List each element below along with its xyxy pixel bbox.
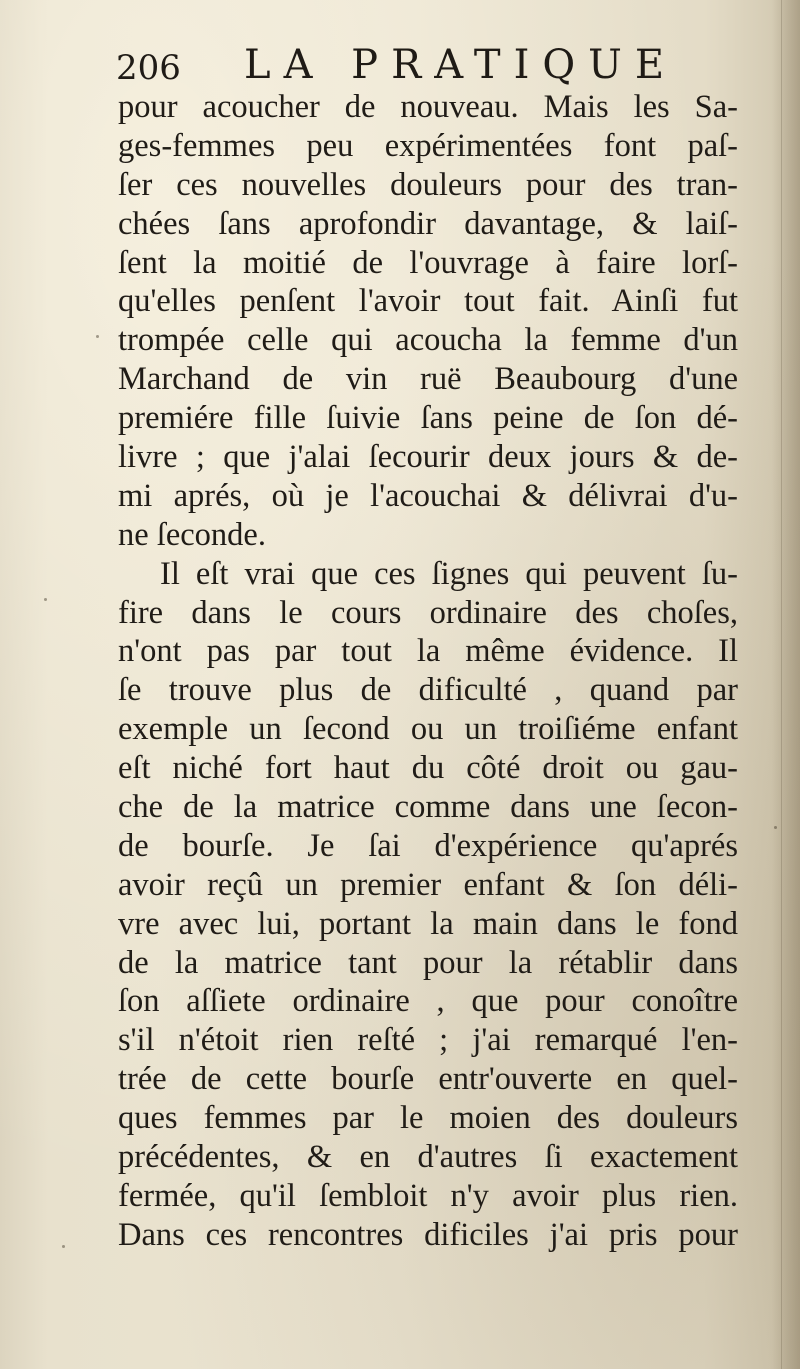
text-line: premiére fille ſuivie ſans peine de ſon dé-	[118, 400, 738, 437]
page-number: 206	[116, 48, 181, 88]
running-head: LA PRATIQUE	[244, 42, 678, 88]
text-line: eſt niché fort haut du côté droit ou gau-	[118, 750, 738, 787]
text-line: ges-femmes peu expérimentées font paſ-	[118, 127, 738, 164]
text-line: trée de cette bourſe entr'ouverte en quel-	[118, 1061, 738, 1098]
text-line: fermée, qu'il ſembloit n'y avoir plus rien.	[118, 1177, 738, 1214]
text-line: ſe trouve plus de dificulté , quand par	[118, 672, 738, 709]
text-line: vre avec lui, portant la main dans le fond	[118, 905, 738, 942]
paper-speck	[62, 1245, 65, 1248]
text-line: de bourſe. Je ſai d'expérience qu'aprés	[118, 827, 738, 864]
text-line: pour acoucher de nouveau. Mais les Sa-	[118, 89, 738, 125]
text-line: ne ſeconde.	[118, 516, 266, 553]
text-line: de la matrice tant pour la rétablir dans	[118, 944, 738, 981]
text-line: mi aprés, où je l'acouchai & délivrai d'u-	[118, 477, 738, 514]
text-line: ſon aſſiete ordinaire , que pour conoître	[118, 983, 738, 1020]
text-line: Dans ces rencontres dificiles j'ai pris pour	[118, 1216, 738, 1253]
text-line: livre ; que j'alai ſecourir deux jours & de-	[118, 439, 738, 476]
text-line: ſent la moitié de l'ouvrage à faire lorſ-	[118, 244, 738, 281]
text-line: Marchand de vin ruë Beaubourg d'une	[118, 361, 738, 398]
paper-speck	[774, 826, 777, 829]
body-text	[118, 88, 738, 1255]
text-line: avoir reçû un premier enfant & ſon déli-	[118, 866, 738, 903]
page-edge-shadow	[772, 0, 800, 1369]
text-line: qu'elles penſent l'avoir tout fait. Ainſi fut	[118, 283, 738, 320]
text-line: ſer ces nouvelles douleurs pour des tran-	[118, 166, 738, 203]
text-line: s'il n'étoit rien reſté ; j'ai remarqué l'en-	[118, 1022, 738, 1059]
text-line: fire dans le cours ordinaire des choſes,	[118, 594, 738, 631]
text-line: n'ont pas par tout la même évidence. Il	[118, 633, 738, 670]
text-line: che de la matrice comme dans une ſecon-	[118, 789, 738, 826]
paper-speck	[96, 335, 99, 338]
paper-speck	[44, 598, 47, 601]
text-line: précédentes, & en d'autres ſi exactement	[118, 1139, 738, 1176]
paragraph-first-line: Il eſt vrai que ces ſignes qui peuvent ſu-	[160, 555, 738, 592]
text-line: exemple un ſecond ou un troiſiéme enfant	[118, 711, 738, 748]
text-line: ques femmes par le moien des douleurs	[118, 1100, 738, 1137]
page-edge-line	[781, 0, 782, 1369]
text-line: chées ſans aprofondir davantage, & laiſ-	[118, 205, 738, 242]
page-header	[116, 36, 756, 96]
text-line: trompée celle qui acoucha la femme d'un	[118, 322, 738, 359]
